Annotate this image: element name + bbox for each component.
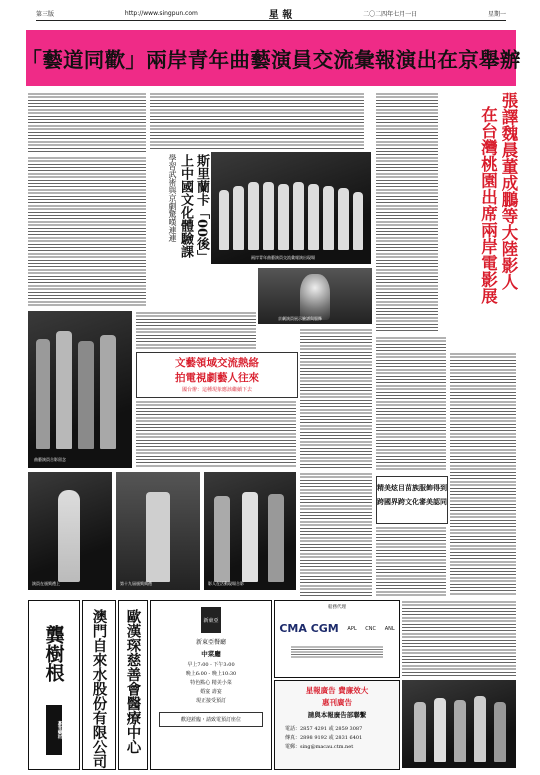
classified-phone: 電話：2857 4291 或 2859 3087 — [285, 726, 363, 732]
performers-photo — [28, 311, 132, 468]
ad-label: 船務代理 — [328, 605, 346, 610]
story-title: 精美炫目苗族服飾得到 — [377, 483, 447, 492]
article-text — [450, 352, 516, 596]
story-zhang — [442, 92, 516, 352]
classified-line: 請與本報廣告部聯繫 — [307, 711, 367, 719]
story-arts — [136, 352, 298, 398]
ad-line: 中菜廳 — [201, 650, 221, 658]
photo-caption: 演員在頒獎禮上 — [32, 581, 60, 586]
shipping-partner: CNC — [365, 625, 377, 632]
story-title: 張譯魏晨董成鵬等大陸影人 — [499, 92, 518, 290]
ad-line: 晚上6:00 - 晚上10:30 — [185, 671, 237, 677]
site-url[interactable]: http://www.singpun.com — [124, 9, 198, 17]
shipping-brand: CMA CGM — [279, 622, 339, 635]
article-text — [376, 336, 446, 472]
article-text — [136, 311, 256, 349]
photo-caption: 第十九屆頒獎典禮 — [120, 581, 152, 586]
article-text — [402, 600, 516, 676]
ad-tagline: 蔘茸藥材 — [46, 705, 62, 755]
headline-banner — [21, 30, 521, 86]
article-text — [28, 156, 146, 306]
article-text — [300, 328, 372, 468]
story-title: 拍電視劇藝人往來 — [175, 372, 259, 384]
story-title: 跨國界跨文化審美認同 — [377, 497, 447, 506]
award-photo — [116, 472, 200, 590]
ad-line: 現正接受預訂 — [195, 698, 226, 704]
photo-caption: 曲藝演員合影留念 — [34, 457, 66, 462]
ad-classified[interactable] — [274, 680, 400, 770]
restaurant-logo: 新東亞 — [201, 607, 221, 633]
running-header — [36, 6, 506, 21]
story-subtitle: 國台辦：這種現象應該繼續下去 — [181, 387, 252, 393]
shipping-partner: APL — [347, 625, 357, 632]
weekday: 星期一 — [487, 10, 506, 18]
group-photo — [211, 152, 371, 264]
ad-water[interactable] — [82, 600, 116, 770]
story-title: 斯里蘭卡「00後」 — [194, 154, 209, 264]
story-title: 上中國文化體驗課 — [178, 154, 193, 258]
ad-line: 早上7:00 - 下午3:00 — [187, 662, 235, 668]
ad-charity[interactable] — [118, 600, 148, 770]
page-number: 第三版 — [36, 10, 55, 18]
classified-line: 星報廣告 費廉效大 — [305, 686, 369, 695]
article-text — [376, 526, 446, 596]
article-text — [150, 92, 364, 150]
ad-line: 婚宴 壽宴 — [200, 689, 222, 695]
issue-date: 二〇二四年七月一日 — [363, 10, 418, 18]
story-subtitle: 學習武術與京劇驚嘆連連 — [168, 154, 177, 242]
article-text — [28, 92, 146, 152]
classified-fax: 傳真：2898 9192 或 2831 6401 — [285, 735, 363, 741]
article-text — [300, 472, 372, 596]
stars-photo — [204, 472, 296, 590]
classified-email[interactable]: 電郵：sing@macau.ctm.net — [285, 744, 354, 750]
ad-gongshugen[interactable] — [28, 600, 80, 770]
opera-photo — [258, 268, 372, 324]
ad-footer: 歡迎蒞臨・請致電預訂座位 — [159, 712, 263, 727]
story-title: 在台灣桃園出席兩岸電影展 — [478, 106, 498, 304]
article-text — [376, 92, 438, 332]
photo-caption: 京劇演員展示臉譜與服飾 — [278, 316, 322, 321]
ad-line: 特色點心 精美小菜 — [190, 680, 232, 686]
main-headline: 「藝道同歡」兩岸青年曲藝演員交流彙報演出在京舉辦 — [21, 48, 521, 72]
photo-caption: 兩岸青年曲藝演員交流彙報演出現場 — [251, 255, 315, 260]
story-sili — [150, 154, 208, 304]
ad-restaurant[interactable] — [150, 600, 272, 770]
actress-photo — [28, 472, 112, 590]
ad-text: 歐漢琛慈善會醫療中心 — [124, 609, 142, 754]
classified-line: 惠刊廣告 — [322, 698, 352, 707]
photo-caption: 影人在活動現場合影 — [208, 581, 244, 586]
shipping-partner: ANL — [384, 625, 395, 632]
ceremony-photo — [402, 680, 516, 768]
masthead: 星 報 — [268, 9, 293, 21]
ad-title: 龔樹根 — [42, 624, 65, 682]
story-miao — [376, 476, 448, 524]
article-text — [136, 400, 296, 468]
ad-shipping[interactable] — [274, 600, 400, 678]
ad-line: 新東亞餐廳 — [195, 639, 226, 646]
story-title: 文藝領域交流熱絡 — [175, 357, 259, 369]
ad-text: 澳門自來水股份有限公司 — [90, 609, 108, 769]
